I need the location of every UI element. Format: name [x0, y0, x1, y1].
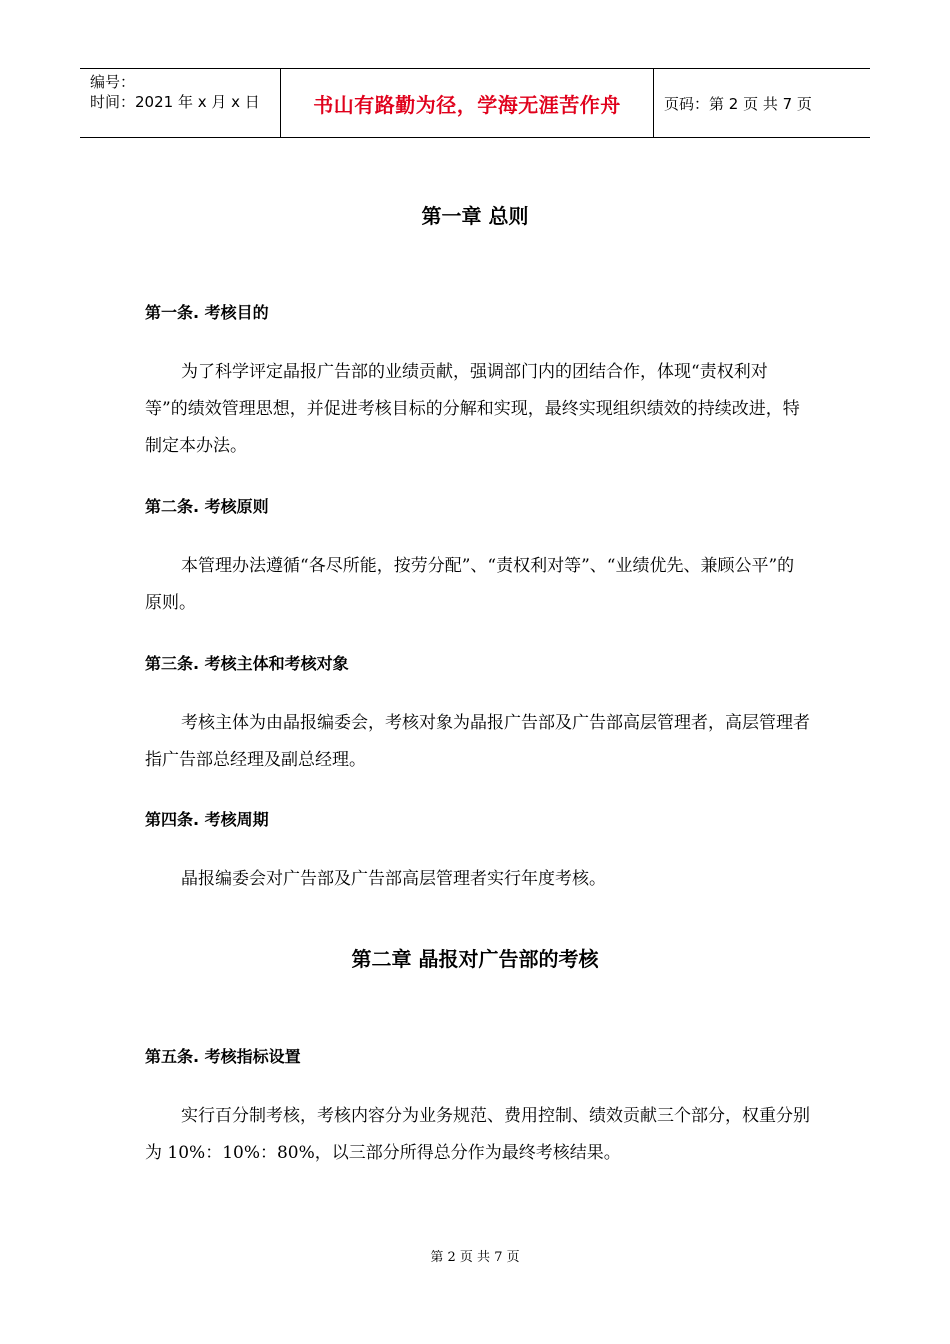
header-motto: 书山有路勤为径，学海无涯苦作舟	[281, 69, 654, 137]
chapter-1-title: 第一章 总则	[421, 204, 529, 228]
article-4-text: 晶报编委会对广告部及广告部高层管理者实行年度考核。	[181, 869, 606, 889]
article-1-text: 为了科学评定晶报广告部的业绩贡献，强调部门内的团结合作，体现“责权利对等”的绩效管理思想，并促进考核目标的分解和实现，最终实现组织绩效的持续改进，特制定本办法。	[145, 362, 800, 456]
article-2-heading: 第二条. 考核原则	[145, 497, 269, 516]
page-footer: 第 2 页 共 7 页	[430, 1250, 520, 1265]
article-5-text: 实行百分制考核，考核内容分为业务规范、费用控制、绩效贡献三个部分，权重分别为 10%：10%：80%，以三部分所得总分作为最终考核结果。	[145, 1106, 810, 1163]
header-number-label: 编号：	[90, 73, 136, 91]
article-3-heading: 第三条. 考核主体和考核对象	[145, 654, 349, 673]
header-page-info: 页码：第 2 页 共 7 页	[664, 94, 812, 113]
chapter-2-title: 第二章 晶报对广告部的考核	[351, 947, 599, 971]
page-header	[80, 68, 870, 138]
article-4-heading: 第四条. 考核周期	[145, 810, 269, 829]
article-2-text: 本管理办法遵循“各尽所能，按劳分配”、“责权利对等”、“业绩优先、兼顾公平”的原则。	[145, 556, 795, 613]
header-date-label: 时间：2021 年 x 月 x 日	[90, 93, 260, 111]
header-meta	[80, 69, 281, 137]
article-5-heading: 第五条. 考核指标设置	[145, 1047, 301, 1066]
article-1-heading: 第一条. 考核目的	[145, 303, 269, 322]
article-3-text: 考核主体为由晶报编委会，考核对象为晶报广告部及广告部高层管理者，高层管理者指广告部总经理及副总经理。	[145, 713, 810, 770]
